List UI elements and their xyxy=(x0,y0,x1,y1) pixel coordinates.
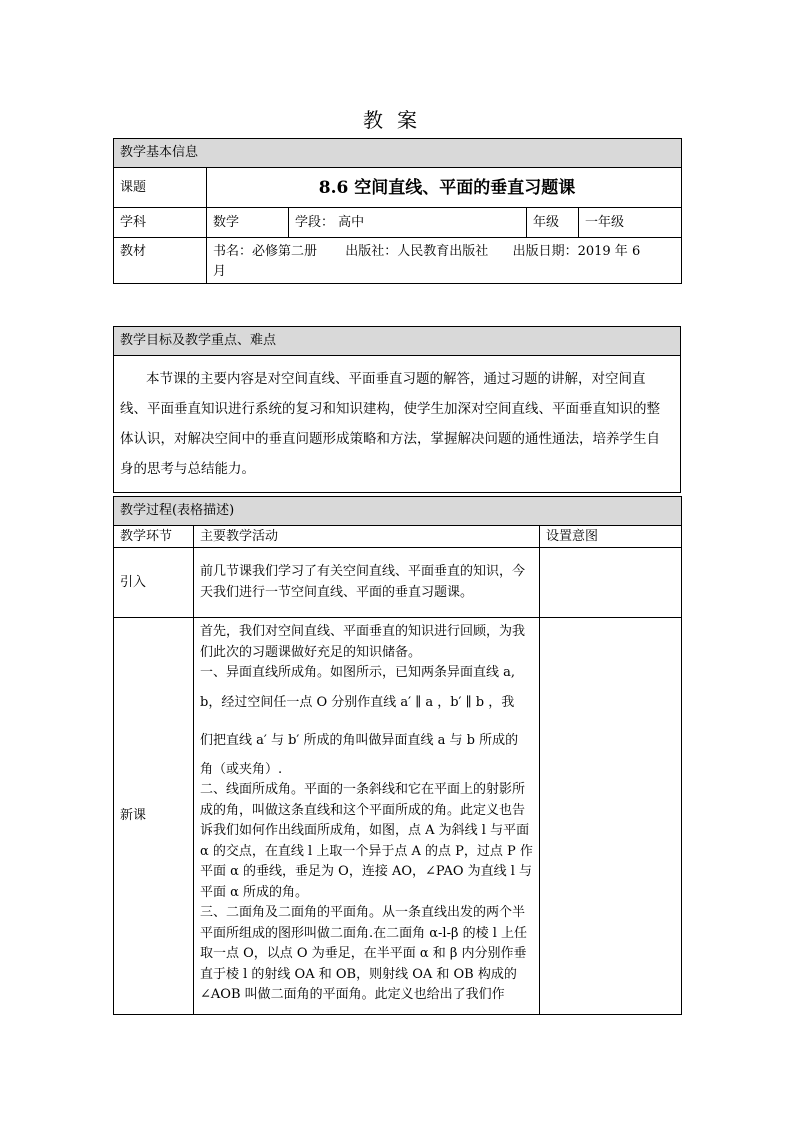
new-para-7: 三、二面角及二面角的平面角。从一条直线出发的两个半平面所组成的图形叫做二面角.在二面角 α-l-β 的棱 l 上任取一点 O，以点 O 为垂足，在半平面 α 和 β 内分别作垂直于棱 l 的射线 OA 和 OB，则射线 OA 和 OB 构成的∠AOB 叫做二面角的平面角。此定义也给出了我们作 xyxy=(200,905,528,1002)
new-para-2: 一、异面直线所成角。如图所示，已知两条异面直线 a, xyxy=(200,665,516,680)
intro-activity: 前几节课我们学习了有关空间直线、平面垂直的知识，今天我们进行一节空间直线、平面的垂直习题课。 xyxy=(194,548,540,618)
textbook-cell xyxy=(207,238,682,284)
new-para-1: 首先，我们对空间直线、平面垂直的知识进行回顾，为我们此次的习题课做好充足的知识储备。 xyxy=(200,624,526,660)
col-intent-header: 设置意图 xyxy=(540,526,682,548)
publisher: 出版社：人民教育出版社 xyxy=(345,244,489,259)
col-activity-header: 主要教学活动 xyxy=(194,526,540,548)
new-para-6: 二、线面所成角。平面的一条斜线和它在平面上的射影所成的角，叫做这条直线和这个平面所成的角。此定义也告诉我们如何作出线面所成角，如图，点 A 为斜线 l 与平面 α 的交点，在直线 l 上取一个异于点 A 的点 P，过点 P 作平面 α 的垂线，垂足为 O，连接 AO，∠PAO 为直线 l 与平面 α 所成的角。 xyxy=(200,782,533,900)
basic-info-header: 教学基本信息 xyxy=(114,139,682,168)
objectives-header: 教学目标及教学重点、难点 xyxy=(114,327,681,356)
process-header: 教学过程(表格描述) xyxy=(114,497,682,526)
doc-title: 教案 xyxy=(363,108,431,132)
objectives-text: 本节课的主要内容是对空间直线、平面垂直习题的解答，通过习题的讲解，对空间直线、平面垂直知识进行系统的复习和知识建构，使学生加深对空间直线、平面垂直知识的整体认识，对解决空间中的垂直问题形成策略和方法，掌握解决问题的通性通法，培养学生自身的思考与总结能力。 xyxy=(114,356,681,493)
topic-value: 8.6 空间直线、平面的垂直习题课 xyxy=(207,168,682,208)
new-intent xyxy=(540,618,682,1015)
stage-cell xyxy=(289,208,527,238)
new-stage: 新课 xyxy=(114,618,194,1015)
grade-value: 一年级 xyxy=(579,208,682,238)
publish-date: 出版日期：2019 年 6 xyxy=(512,244,641,259)
col-stage-header: 教学环节 xyxy=(114,526,194,548)
textbook-label: 教材 xyxy=(114,238,207,284)
process-table xyxy=(113,496,682,1015)
book-name: 书名：必修第二册 xyxy=(213,244,318,259)
new-activity xyxy=(194,618,540,1015)
new-para-5: 角（或夹角）. xyxy=(200,761,283,777)
publish-month: 月 xyxy=(213,264,227,279)
stage-value: 高中 xyxy=(338,214,365,230)
stage-label: 学段： xyxy=(295,214,335,230)
grade-label: 年级 xyxy=(527,208,579,238)
new-para-4: 们把直线 a′ 与 b′ 所成的角叫做异面直线 a 与 b 所成的 xyxy=(200,732,519,748)
intro-stage: 引入 xyxy=(114,548,194,618)
objectives-table xyxy=(113,326,681,493)
subject-value: 数学 xyxy=(207,208,289,238)
basic-info-table xyxy=(113,138,682,284)
topic-label: 课题 xyxy=(114,168,207,208)
intro-intent xyxy=(540,548,682,618)
new-para-3: b，经过空间任一点 O 分别作直线 a′ ∥ a ，b′ ∥ b ，我 xyxy=(200,694,515,710)
subject-label: 学科 xyxy=(114,208,207,238)
